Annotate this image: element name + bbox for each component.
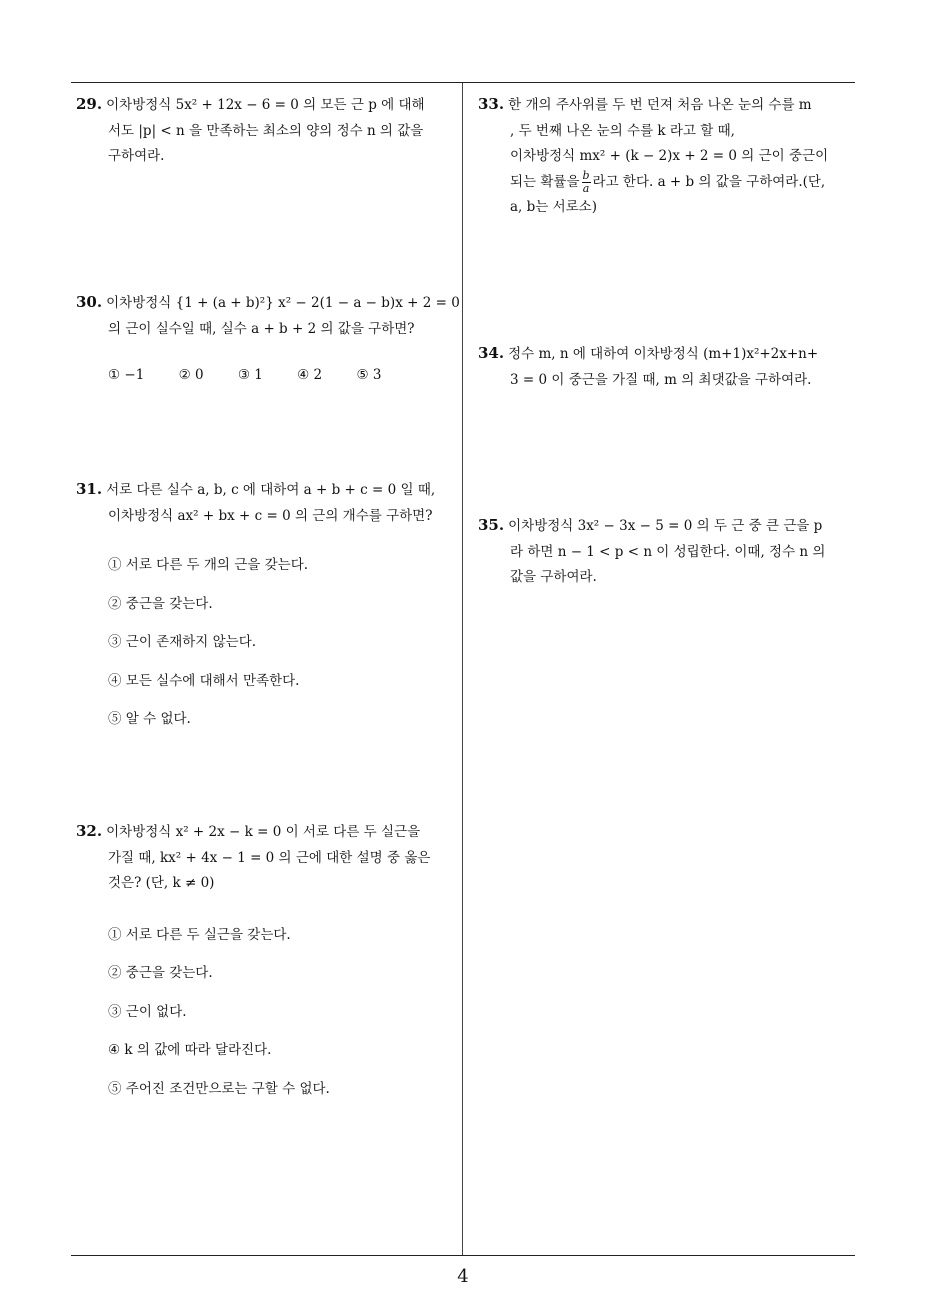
choice-5[interactable]: ⑤ 3 xyxy=(356,367,382,383)
question-number: 32. xyxy=(76,822,103,840)
question-text-line-1: 이차방정식 x² + 2x − k = 0 이 서로 다른 두 실근을 xyxy=(106,824,421,840)
question-29 xyxy=(76,92,425,170)
question-text-line-2: , 두 번째 나온 눈의 수를 k 라고 할 때, xyxy=(510,122,735,139)
question-text-line-4 xyxy=(478,170,828,196)
column-divider xyxy=(462,83,463,1255)
choice-5[interactable]: ⑤ 주어진 조건만으로는 구할 수 없다. xyxy=(108,1081,330,1097)
question-text-line-2: 3 = 0 이 중근을 가질 때, m 의 최댓값을 구하여라. xyxy=(510,371,812,388)
choice-1[interactable]: ① −1 xyxy=(108,367,145,383)
question-35 xyxy=(478,513,825,591)
question-text-line-3: 이차방정식 mx² + (k − 2)x + 2 = 0 의 근이 중근이 xyxy=(510,148,829,164)
question-31 xyxy=(76,477,435,529)
question-number: 30. xyxy=(76,293,103,311)
question-text-part: 라고 한다. a + b 의 값을 구하여라.(단, xyxy=(592,173,826,190)
question-text-line-1: 이차방정식 5x² + 12x − 6 = 0 의 모든 근 p 에 대해 xyxy=(106,97,425,113)
question-text-line-1: 이차방정식 {1 + (a + b)²} x² − 2(1 − a − b)x + 2 = 0 xyxy=(106,295,460,311)
question-text-line-2: 의 근이 실수일 때, 실수 a + b + 2 의 값을 구하면? xyxy=(108,320,415,337)
question-text-line-5: a, b는 서로소) xyxy=(510,199,597,215)
fraction xyxy=(582,170,591,195)
choice-4[interactable]: ④ k 의 값에 따라 달라진다. xyxy=(108,1042,272,1058)
choice-3[interactable]: ③ 1 xyxy=(237,367,263,383)
question-text-line-2: 라 하면 n − 1 < p < n 이 성립한다. 이때, 정수 n 의 xyxy=(510,543,826,560)
question-text-line-2: 서도 |p| < n 을 만족하는 최소의 양의 정수 n 의 값을 xyxy=(108,122,424,139)
top-rule xyxy=(71,82,855,83)
question-text-line-2: 이차방정식 ax² + bx + c = 0 의 근의 개수를 구하면? xyxy=(108,507,433,524)
question-33 xyxy=(478,92,828,221)
question-34 xyxy=(478,341,818,393)
question-30 xyxy=(76,290,460,342)
question-number: 35. xyxy=(478,516,505,534)
choice-2[interactable]: ② 중근을 갖는다. xyxy=(108,965,213,981)
question-text-line-3: 것은? (단, k ≠ 0) xyxy=(108,875,215,891)
fraction-denominator: a xyxy=(582,181,590,195)
choice-4[interactable]: ④ 모든 실수에 대해서 만족한다. xyxy=(108,673,300,689)
page-number: 4 xyxy=(457,1266,469,1287)
choice-1[interactable]: ① 서로 다른 두 개의 근을 갖는다. xyxy=(108,557,309,573)
question-number: 34. xyxy=(478,344,505,362)
question-text-part: 되는 확률을 xyxy=(510,173,580,190)
question-number: 29. xyxy=(76,95,103,113)
question-32 xyxy=(76,819,430,897)
choice-3[interactable]: ③ 근이 없다. xyxy=(108,1004,187,1020)
question-text-line-3: 값을 구하여라. xyxy=(510,569,597,585)
answer-choices xyxy=(108,367,411,383)
question-text-line-1: 이차방정식 3x² − 3x − 5 = 0 의 두 근 중 큰 근을 p xyxy=(508,518,823,534)
question-text-line-3: 구하여라. xyxy=(108,148,165,164)
question-number: 31. xyxy=(76,480,103,498)
question-number: 33. xyxy=(478,95,505,113)
question-text-line-2: 가질 때, kx² + 4x − 1 = 0 의 근에 대한 설명 중 옳은 xyxy=(108,849,431,866)
choice-3[interactable]: ③ 근이 존재하지 않는다. xyxy=(108,634,257,650)
choice-2[interactable]: ② 0 xyxy=(178,367,204,383)
bottom-rule xyxy=(71,1255,855,1256)
fraction-numerator: b xyxy=(582,168,590,182)
choice-2[interactable]: ② 중근을 갖는다. xyxy=(108,596,213,612)
choice-5[interactable]: ⑤ 알 수 없다. xyxy=(108,711,191,727)
question-text-line-1: 정수 m, n 에 대하여 이차방정식 (m+1)x²+2x+n+ xyxy=(508,346,819,362)
choice-1[interactable]: ① 서로 다른 두 실근을 갖는다. xyxy=(108,927,291,943)
choice-4[interactable]: ④ 2 xyxy=(297,367,323,383)
question-text-line-1: 서로 다른 실수 a, b, c 에 대하여 a + b + c = 0 일 때, xyxy=(106,482,436,498)
question-text-line-1: 한 개의 주사위를 두 번 던져 처음 나온 눈의 수를 m xyxy=(508,97,812,113)
